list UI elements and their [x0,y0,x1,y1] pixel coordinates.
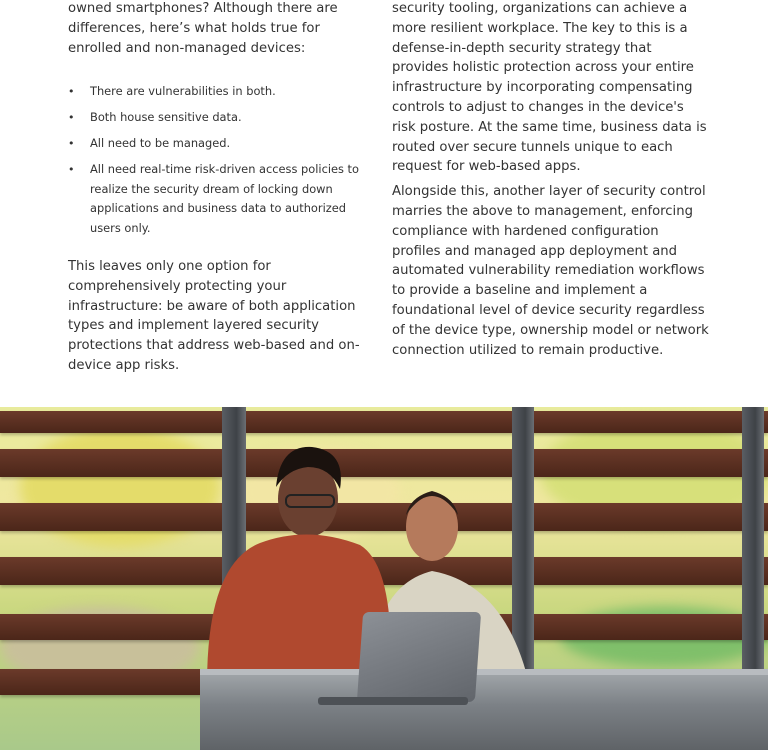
bullet-text: There are vulnerabilities in both. [90,84,276,99]
list-item [68,160,373,239]
laptop [357,612,481,702]
list-item [68,134,373,154]
hero-photo [0,407,768,750]
right-paragraph-1: security tooling, organizations can achieve a more resilient workplace. The key to this is a defense-in-depth security strategy that provides holistic protection across your entire infrastructure by incorporating compensating controls to adjust to changes in the device's risk posture. At the same time, business data is routed over secure tunnels unique to each request for web-based apps. [392,1,707,175]
bullet-text: Both house sensitive data. [90,110,242,125]
bullet-icon: • [68,162,75,176]
bullet-icon: • [68,111,75,125]
left-intro-paragraph: owned smartphones? Although there are differences, here’s what holds true for enrolled and non-managed devices: [68,1,338,56]
list-item [68,108,373,128]
list-item [68,82,373,102]
table-top [200,675,768,750]
bullet-text: All need to be managed. [90,135,231,150]
laptop-base [318,697,468,705]
bullet-icon: • [68,136,75,150]
left-column [68,0,373,376]
right-column [392,0,710,360]
left-conclusion-paragraph: This leaves only one option for comprehensively protecting your infrastructure: be aware of both application types and implement layered security protections that address web-based and on-device app risks. [68,258,360,373]
bullet-icon: • [68,85,75,99]
bullet-list [68,82,373,239]
right-paragraph-2: Alongside this, another layer of security control marries the above to management, enforcing compliance with hardened configuration profiles and managed app deployment and automated vulnerability remediation workflows to provide a baseline and implement a foundational level of device security regardless of the device type, ownership model or network connection utilized to remain productive. [392,184,709,358]
bullet-text: All need real-time risk-driven access policies to realize the security dream of locking down applications and business data to authorized users only. [90,161,359,236]
